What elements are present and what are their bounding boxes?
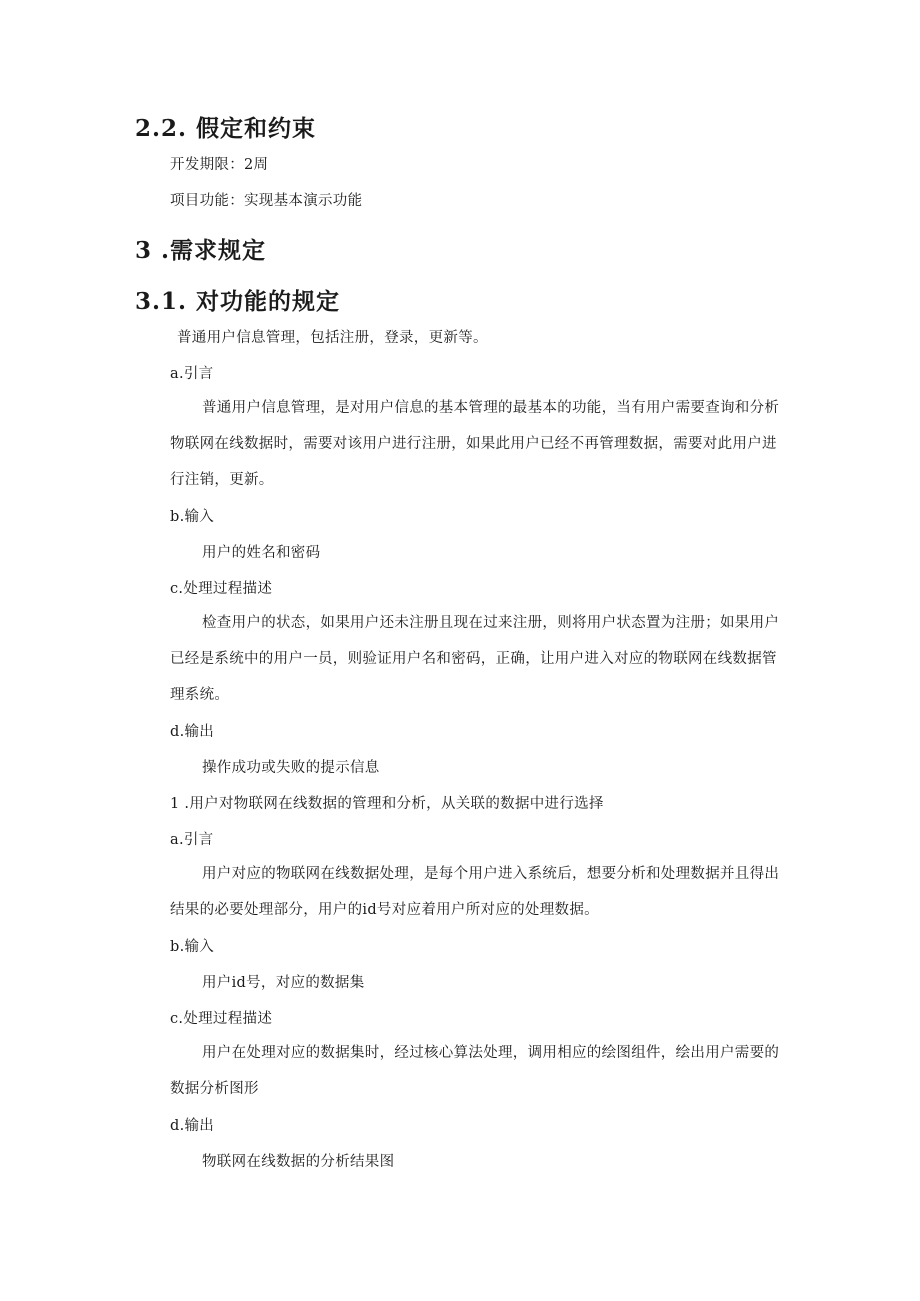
dev-period-text: 开发期限：2周 [170, 157, 269, 173]
section-3-1-intro: 普通用户信息管理，包括注册，登录，更新等。 [177, 330, 488, 346]
item1-b-label: b.输入 [170, 509, 215, 525]
item2-c-label: c.处理过程描述 [170, 1011, 273, 1027]
section-3-1-heading: 3.1. 对功能的规定 [135, 288, 341, 315]
project-function-text: 项目功能：实现基本演示功能 [170, 193, 363, 209]
item2-d-label: d.输出 [170, 1118, 215, 1134]
item2-b-text: 用户id号，对应的数据集 [202, 975, 365, 991]
item2-a-label: a.引言 [170, 832, 214, 848]
item1-b-text: 用户的姓名和密码 [202, 545, 321, 561]
item2-heading: 1 .用户对物联网在线数据的管理和分析，从关联的数据中进行选择 [170, 796, 604, 812]
section-2-2-heading: 2.2. 假定和约束 [135, 115, 317, 142]
item2-a-text: 用户对应的物联网在线数据处理，是每个用户进入系统后，想要分析和处理数据并且得出结果的必要处理部分，用户的id号对应着用户所对应的处理数据。 [170, 866, 780, 918]
section-3-heading: 3 .需求规定 [135, 237, 267, 264]
item1-a-text: 普通用户信息管理，是对用户信息的基本管理的最基本的功能，当有用户需要查询和分析物联网在线数据时，需要对该用户进行注册，如果此用户已经不再管理数据，需要对此用户进行注销，更新。 [170, 400, 780, 488]
item2-c-text: 用户在处理对应的数据集时，经过核心算法处理，调用相应的绘图组件，绘出用户需要的数据分析图形 [170, 1045, 780, 1097]
item1-a-label: a.引言 [170, 366, 214, 382]
item1-c-text: 检查用户的状态，如果用户还未注册且现在过来注册，则将用户状态置为注册；如果用户已经是系统中的用户一员，则验证用户名和密码，正确，让用户进入对应的物联网在线数据管理系统。 [170, 615, 780, 703]
item2-d-text: 物联网在线数据的分析结果图 [202, 1154, 395, 1170]
item1-c-label: c.处理过程描述 [170, 581, 273, 597]
item1-d-label: d.输出 [170, 724, 215, 740]
item2-b-label: b.输入 [170, 939, 215, 955]
item1-d-text: 操作成功或失败的提示信息 [202, 760, 380, 776]
